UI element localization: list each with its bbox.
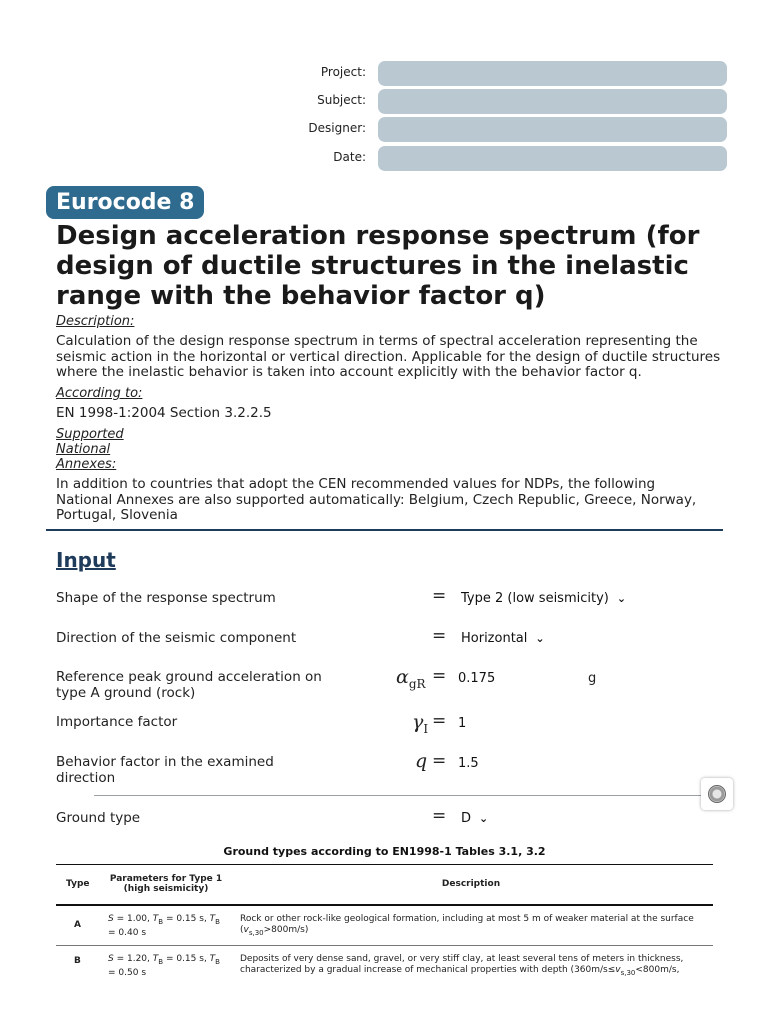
header-params-line2: (high seismicity) — [123, 884, 209, 894]
description-text: Calculation of the design response spectrum in terms of spectral acceleration representing the seismic action in the horizontal or vertical direction. Applicable for the design of ductile structures where the inelastic behavior is taken into account explicitly with the behavior factor q. — [56, 333, 721, 380]
ground-select[interactable] — [461, 811, 488, 826]
date-row — [0, 146, 768, 170]
table-top-rule — [56, 864, 713, 865]
agr-symbol: $\alpha_{gR}$ — [396, 666, 426, 691]
gamma-equals: = — [432, 711, 447, 731]
direction-label: Direction of the seismic component — [56, 630, 297, 646]
importance-label: Importance factor — [56, 714, 178, 730]
project-label: Project: — [320, 65, 366, 79]
q-equals: = — [432, 751, 447, 771]
annexes-label-line2: National — [56, 442, 111, 457]
header-description: Description — [441, 879, 501, 889]
subject-field[interactable] — [378, 89, 727, 114]
importance-input[interactable]: 1 — [458, 716, 467, 731]
page-title: Design acceleration response spectrum (for design of ductile structures in the inelastic range with the behavior factor q) — [56, 221, 700, 311]
according-text: EN 1998-1:2004 Section 3.2.2.5 — [56, 405, 272, 421]
row-b-type: B — [74, 956, 81, 966]
date-label: Date: — [333, 150, 366, 164]
project-row — [0, 61, 768, 85]
direction-select-value: Horizontal — [461, 631, 528, 646]
header-params-line1: Parameters for Type 1 — [109, 874, 223, 884]
gamma-symbol: $\gamma_I$ — [412, 711, 429, 736]
shape-label: Shape of the response spectrum — [56, 590, 276, 606]
table-caption: Ground types according to EN1998-1 Tables 3.1, 3.2 — [223, 845, 546, 858]
date-field[interactable] — [378, 146, 727, 171]
agr-input[interactable]: 0.175 — [458, 671, 496, 686]
q-symbol: q — [415, 750, 428, 772]
project-field[interactable] — [378, 61, 727, 86]
ground-label: Ground type — [56, 810, 141, 826]
annexes-label-line1: Supported — [56, 427, 124, 442]
designer-field[interactable] — [378, 117, 727, 142]
annexes-label-line3: Annexes: — [56, 457, 117, 472]
chevron-down-icon: ⌄ — [616, 592, 627, 605]
subject-row — [0, 89, 768, 113]
shape-equals: = — [432, 586, 447, 606]
row-a-description: Rock or other rock-like geological formation, including at most 5 m of weaker material at the surface $(v_{s,30}>800m/s)$ — [240, 914, 694, 937]
row-a-params: S = 1.00, $T_B = 0.15$ s, $T_B = 0.40$ s — [108, 914, 220, 938]
designer-label: Designer: — [308, 121, 366, 135]
chevron-down-icon: ⌄ — [535, 632, 545, 645]
behavior-input[interactable]: 1.5 — [458, 756, 479, 771]
slider-knob-icon — [708, 785, 726, 803]
ground-select-value: D — [461, 811, 472, 826]
according-label: According to: — [56, 386, 143, 401]
shape-select-value: Type 2 (low seismicity) — [461, 591, 609, 606]
chevron-down-icon: ⌄ — [479, 812, 489, 825]
shape-select[interactable] — [461, 591, 626, 606]
slider-handle[interactable] — [701, 778, 733, 810]
annexes-text: In addition to countries that adopt the CEN recommended values for NDPs, the following National Annexes are also supported automatically: Belgium, Czech Republic, Greece, Norway, Portugal, Slovenia — [56, 476, 697, 523]
table-header-rule — [56, 904, 713, 906]
description-label: Description: — [56, 314, 135, 329]
ground-equals: = — [432, 806, 447, 826]
eurocode-badge: Eurocode 8 — [46, 186, 204, 219]
row-b-params: S = 1.20, $T_B = 0.15$ s, $T_B = 0.50$ s — [108, 954, 220, 978]
agr-label: Reference peak ground acceleration on type A ground (rock) — [56, 669, 322, 701]
agr-unit: g — [588, 671, 597, 686]
row-a-rule — [56, 945, 713, 946]
subject-label: Subject: — [317, 93, 366, 107]
agr-equals: = — [432, 666, 447, 686]
input-heading: Input — [56, 548, 116, 572]
designer-row — [0, 117, 768, 141]
slider-track[interactable] — [94, 795, 704, 796]
header-type: Type — [66, 879, 90, 889]
direction-select[interactable] — [461, 631, 545, 646]
behavior-label: Behavior factor in the examined direction — [56, 754, 274, 786]
section-divider — [46, 529, 723, 531]
row-b-description: Deposits of very dense sand, gravel, or very stiff clay, at least several tens of meters in thickness, characterized by a gradual increase of mechanical properties with depth ($360m/s\le v_{s,30}<800m/s$, — [240, 954, 684, 977]
row-a-type: A — [74, 920, 81, 930]
direction-equals: = — [432, 626, 447, 646]
